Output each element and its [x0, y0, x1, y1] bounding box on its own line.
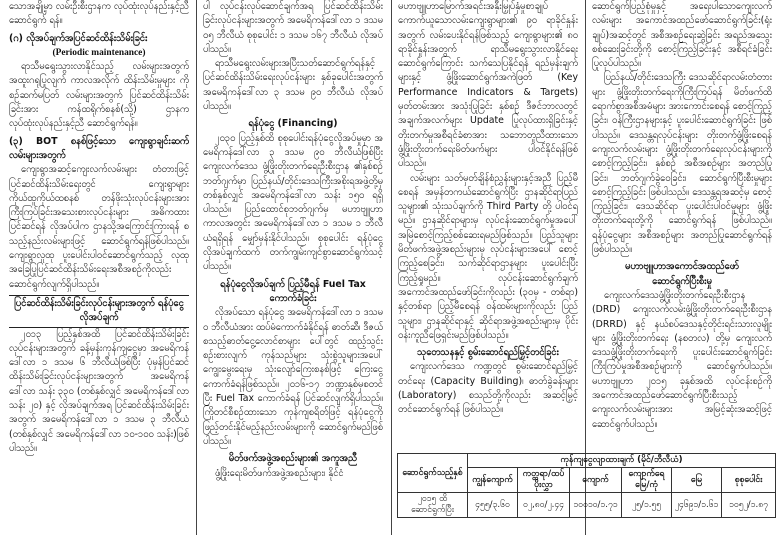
paragraph: သောအချို့မှာ လမ်းဦးစီးဌာနက လုပ်ထုံးလုပ်နည်းနှင့်ညီ ဆောင်ရွက် ရန်။ [9, 1, 189, 27]
column-divider [196, 0, 197, 535]
section-heading: ရန်ပုံငွေ (Financing) [248, 118, 338, 130]
boxed-heading: ပြင်ဆင်ထိန်းသိမ်းခြင်းလုပ်ငန်းများအတွက် ရန်ပုံငွေလိုအပ်ချက် [9, 295, 189, 328]
paragraph: မဟာဗျူဟာမြောက်အရင်းအနှီးမြှုပ်နှံမှုစာချုပ်ကောက်ယူသောလမ်းကျေးရွာများ၏ ၉၀ ရာခိုင်နှုန်းအတွက် လမ်းပေးနိုင်ရန်ဖြစ်သည့် ကျေးရွာများ၏ ၈၀ ရာခိုင်နှုန်းအတွက် ရာသီမရွေးသွားလာနိုင်ရေး ဆောင်ရွက်ကြောင်း သက်သေပြနိုင်ရန် ရည်မှန်းချက်များနှင့် ဖွံ့ဖြိုးဆောင်ရွက်အကဲဖြတ် (Key Performance Indicators & Targets) မှတ်တမ်းအား အသုံးပြုခြင်း နှစ်စဉ် ဒီဇင်ဘာလတွင် အချက်အလက်များ Update ပြုလုပ်ထားရှိခြင်းနှင့် တိုးတက်မှုအစီရင်ခံစာအား သဘောတူညီထားသော ဖွံ့ဖြိုးတိုးတက်ရေးမိတ်ဖက်များ ပါဝင်နိုင်ရန်ဖြစ်ပါသည်။ [398, 1, 578, 170]
section-heading: သုတေသနနှင့် စွမ်းဆောင်ရည်မြှင့်တင်ခြင်း [417, 347, 559, 359]
paragraph: ပြည်နယ်/တိုင်းဒေသကြီး ဒေသဆိုင်ရာလမ်းတံတားများ ဖွံ့ဖြိုးတိုးတက်ရေးကိုကြီးကြပ်ရန် မိတ်ဖက်ထိရောက်စွာအစီအမံများ အားကောင်းစေရန် စောင့်ကြည့်ခြင်း၊ ဝန်ကြီးဌာနများနှင့် ပူးပေါင်းဆောင်ရွက်ခြင်း ဖြစ်ပါသည်။ ဒေသန္တရလုပ်ငန်းများ တိုးတက်ဖွံ့ဖြိုးစေရန် ကျေးလက်လမ်းများ ဖွံ့ဖြိုးတိုးတက်ရေးလုပ်ငန်းများကို စောင့်ကြည့်ခြင်း၊ နှစ်စဉ် အစီအစဉ်များ အတည်ပြုခြင်း၊ ဘတ်ဂျက်ခွဲဝေခြင်း၊ ဆောင်ရွက်ပြီးစီးမှုများ စောင့်ကြည့်ခြင်း ဖြစ်ပါသည်။ ဒေသန္တရအဆင့်မှ စောင့်ကြည့်ခြင်း၊ ဒေသဆိုင်ရာ ပူးပေါင်းပါဝင်မှုများ ဖွံ့ဖြိုးတိုးတက်ရေးတို့ကို ဆောင်ရွက်ရန် ဖြစ်ပါသည်။ ရန်ပုံငွေများ အစီအစဉ်များ အတည်ပြုဆောင်ရွက်ရန် ဖြစ်ပါသည်။ [592, 72, 772, 256]
table-cell: ၀၂,၈၀/၂.၄၄ [518, 493, 570, 518]
section-heading: မိတ်ဖက်အဖွဲ့အစည်းများ၏ အကူအညီ [228, 453, 358, 465]
table-header-cell: ကျောက် [570, 468, 622, 493]
table-header-cell: စုစုပေါင်း [722, 468, 776, 493]
paragraph: ဖွံ့ဖြိုးရေးမိတ်ဖက်အဖွဲ့အစည်းများ၊ နိုင်ငံ [215, 467, 344, 479]
table-cell: ၂၄၆၉၁/၁.၆၁ [672, 493, 722, 518]
table-row [398, 493, 776, 518]
paragraph: ၂၀၁၃ ပြည့်နှစ်အထိ ပြင်ဆင်ထိန်းသိမ်းခြင်း လုပ်ငန်းများအတွက် ခန့်မှန်းကုန်ကျငွေမှာ အမေရိကန်ဒေါ်လာ ၁ ဒသမ ၆ ဘီလီယံဖြစ်ပြီး ပုံမှန်ပြင်ဆင်ထိန်းသိမ်းခြင်းလုပ်ငန်းများအတွက် အမေရိကန်ဒေါ်လာ သန်း ၃၃၀ (တစ်နှစ်လျှင် အမေရိကန်ဒေါ်လာ သန်း ၂၀) နှင့် လိုအပ်ချက်အရ ပြင်ဆင်ထိန်းသိမ်းခြင်းအတွက် အမေရိကန်ဒေါ်လာ ၁ ဒသမ ၃ ဘီလီယံ (တစ်နှစ်လျှင် အမေရိကန်ဒေါ်လာ ၁၀-၁၀၀ သန်း)ဖြစ်ပါသည်။ [9, 328, 189, 454]
column-1 [9, 0, 189, 535]
section-heading: (ဂ) လိုအပ်ချက်အပြင်ဆင်ထိန်းသိမ်းခြင်း [9, 32, 148, 44]
table-cell: ၄၅၅/၃.၆၀ [468, 493, 518, 518]
table-header-cell: ကျောက်ရေမြေ/ကုံ [622, 468, 672, 493]
table-header-cell: ကတ္တရာ/ထပ်ပိုးလွှာ [518, 468, 570, 493]
section-heading: ဆောင်ရွက်ပြီးစီးမှု [652, 275, 712, 287]
column-2 [203, 0, 383, 535]
paragraph: ၂၀၃၀ ပြည့်နှစ်ထိ စုစုပေါင်းရန်ပုံငွေလိုအပ်မှုမှာ အမေရိကန်ဒေါ်လာ ၃ ဒသမ ၉၀ ဘီလီယံဖြစ်ပြီး ကျေးလက်ဒေသ ဖွံ့ဖြိုးတိုးတက်ရေးဦးစီးဌာန ၏နှစ်စဉ်ဘတ်ဂျက်မှာ ပြည်နယ်/တိုင်းဒေသကြီးအစိုးရအဖွဲ့တို့မှ တစ်နှစ်လျှင် အမေရိကန်ဒေါ်လာ သန်း ၁၅၀ ရရှိပါသည်။ ပြည်ထောင်စုဘတ်ဂျက်မှ မဟာဗျူဟာကာလအတွင်း အမေရိကန်ဒေါ်လာ ၁ ဒသမ ၁ ဘီလီယံရရှိရန် မျှော်မှန်းနိုင်ပါသည်။ စုစုပေါင်း ရန်ပုံငွေလိုအပ်ချက်ထက် တက်ကျွမ်းကျင်စွာဆောင်ရွက်သင့်ပါသည်။ [203, 132, 383, 273]
paragraph: လမ်းများ သတ်မှတ်ချိန်စံညွှန်းများနှင့်အညီ ပြည့်မီစေရန် အမှန်တကယ်ဆောင်ရွက်ပြီး ဌာနဆိုင်ရာပြည်သူများ၏ သုံးသပ်ချက်ကို Third Party တို့ ပါဝင်ရမည်။ ဌာနဆိုင်ရာများမှ လုပ်ငန်းဆောင်ရွက်မှုအပေါ် အမြဲစောင့်ကြည့်စစ်ဆေးရမည်ဖြစ်သည်။ ပြည်သူများ မိတ်ဖက်အဖွဲ့အစည်းများမှ လုပ်ငန်းများအပေါ် စောင့်ကြည့်စေခြင်း၊ သက်ဆိုင်ရာဌာနများ ပူးပေါင်းပြီးကြည့်ရှုမည်။ လုပ်ငန်းဆောင်ရွက်ချက်အကောင်အထည်ဖော်ခြင်းကိုလည်း (၃၀မှ - တစ်ရာ) နှင့်တစ်ရာ ပြည့်မီစေရန် ဝန်ထမ်းများကိုလည်း ပြည်သူများ၊ ဌာနဆိုင်ရာနှင့် ဆိုင်ရာအဖွဲ့အစည်းများမှ ပိုင်းဝန်းကူညီဖြေရှင်းမည်ဖြစ်ပါသည်။ [398, 172, 578, 341]
paragraph: ရာသီမရွေးလမ်းများအပြီးသတ်ဆောင်ရွက်ရန်နှင့် ပြင်ဆင်ထိန်းသိမ်းရေးလုပ်ငန်းများ နှစ်ခုပေါင်းအတွက် အမေရိကန်ဒေါ်လာ ၃ ဒသမ ၉၀ ဘီလီယံ လိုအပ်ပါသည်။ [203, 58, 383, 113]
table-header-cell: ကျွန်ကျောက် [468, 468, 518, 493]
section-heading: မဟာဗျူဟာအကောင်အထည်ဖော် [625, 261, 739, 273]
table-cell: ၂၅/၁.၅၅ [622, 493, 672, 518]
paragraph: ပါ လုပ်ငန်းလုပ်ဆောင်ချက်အရ ပြင်ဆင်ထိန်းသိမ်းခြင်းလုပ်ငန်းများအတွက် အမေရိကန်ဒေါ်လာ ၁ ဒသမ ၀၅ ဘီလီယံ စုစုပေါင်း ၁ ဒသမ ၁၆၇ ဘီလီယံ လိုအပ်ပါသည်။ [203, 1, 383, 55]
table-header-cell: ဆောင်ရွက်သည့်နှစ် [398, 454, 468, 493]
column-4 [592, 0, 772, 450]
paragraph: ကျေးရွာအဆင့်ကျေးလက်လမ်းများ တံတားဖြင့်ပြင်ဆင်ထိန်းသိမ်းရေးတွင် ကျေးရွာများ ကိုယ်ထူကိုယ်ထစနစ် တန်ဖိုးသုံးလုပ်ငန်းများအား ကြီးကြပ်ခြင်းအသေးစားလုပ်ငန်းများ အဓိကထားပြင်ဆင်ရန် လိုအပ်ပါက ဌာနသို့အကြောင်းကြားရန် စသည့်နည်းလမ်းများဖြင့် ဆောင်ရွက်ရန်ဖြစ်ပါသည်။ ကျေးရွာလူထု ပူးပေါင်းပါဝင်ဆောင်ရွက်သည့် လုထုအခြေပြုပြင်ဆင်ထိန်းသိမ်းရေးအစီအစဉ်ကိုလည်း ဆောင်ရွက်လျက်ရှိပါသည်။ [9, 164, 189, 290]
table-row-label: ၂၀၁၅ ထိ ဆောင်ရွက်ပြီး [398, 493, 468, 518]
cost-table [397, 453, 776, 518]
paragraph: ကျေးလက်ဒေသ ကဏ္ဍတွင် စွမ်းဆောင်ရည်မြှင့်တင်ရေး (Capacity Building)၊ ဓာတ်ခွဲခန်းများ (Laboratory) စသည်တို့ကိုလည်း အဆင့်မြှင့်တင်ဆောင်ရွက်ရန် ဖြစ်ပါသည်။ [398, 361, 578, 416]
section-heading: (၃) BOT စနစ်ဖြင့်သော ကျေးရွာချင်းဆက် လမ်းများအတွက် [9, 135, 189, 161]
table-cell: ၁၀၀၁၀/၁.၇၁ [570, 493, 622, 518]
section-heading: ရန်ပုံငွေလိုအပ်ချက် ပြည့်မီရန် Fuel Tax ကောက်ခံခြင်း [220, 278, 366, 304]
paragraph: ဆောင်ရွက်ပြည့်စုံမှုနှင့် အရေးပါသောကျေးလက်လမ်းများ အကောင်အထည်ဖော်ဆောင်ရွက်ခြင်း(ရုံးချုပ်)အဆင့်တွင် အစီအစဉ်ရေးဆွဲခြင်း အရည်အသွေးစစ်ဆေးခြင်းတို့ကို စောင့်ကြည့်ခြင်းနှင့် အစီရင်ခံခြင်းပြုလုပ်ပါသည်။ [592, 1, 772, 70]
paragraph: ရာသီမရွေးသွားလာနိုင်သည့် လမ်းများအတွက် အထူးဂရုပြုလျက် ကာလအလိုက် ထိန်းသိမ်းမှုများ ကိုစဉ်ဆက်မပြတ် လမ်းများအတွက် ပြင်ဆင်ထိန်းသိမ်းခြင်းအား ကန်ထရိုက်စနစ်(သို့) ဌာနက လုပ်ထုံးလုပ်နည်းနှင့်ညီ ဆောင်ရွက်ရန်။ [9, 61, 189, 130]
table-header-row [398, 454, 776, 468]
column-3 [398, 0, 578, 450]
column-divider [391, 0, 392, 535]
paragraph: လိုအပ်သော ရန်ပုံငွေ အမေရိကန်ဒေါ်လာ ၁ ဒသမ ၀ ဘီလီယံအား ထပ်မံကောက်ခံနိုင်ရန် ဓာတ်ဆီ၊ ဒီဇယ်စသည့်ဓာတ်ငွေ့လောင်စာများ ပေါ်တွင် ထည့်သွင်းစဉ်းစားလျက် ကုန်သည်များ သုံးစွဲသူများအပေါ် ကျွေးမွေးရေးမှ သုံးလျော်ကြေးစနစ်ဖြင့် ကြေးငွေကောက်ခံရန်ဖြစ်သည်။ ၂၀၁၆-၁၇ ဘဏ္ဍာနှစ်မှစတင်ပြီး Fuel Tax ကောက်ခံရန် ပြင်ဆင်လျက်ရှိပါသည်။ ကြိုတင်စီစဉ်ထားသော ကုန်ကျစရိတ်ဖြင့် ရန်ပုံငွေကို ဖြည့်တင်းနိုင်မည့်နည်းလမ်းများကို ဆောင်ရွက်မည်ဖြစ်ပါသည်။ [203, 307, 383, 447]
table-header-cell: ကုန်ကျငွေလျာထားချက် (မိုင်/ဘီလီယံ) [468, 454, 776, 468]
table-header-cell: မြေ [672, 468, 722, 493]
table-cell: ၁၀၅၂/၁.၈၇ [722, 493, 776, 518]
paragraph: ကျေးလက်ဒေသဖွံ့ဖြိုးတိုးတက်ရေးဦးစီးဌာန (DRD) ကျေးလက်လမ်းဖွံ့ဖြိုးတိုးတက်ရေးဦးစီးဌာန (DRRD) နှင့် နယ်စပ်ဒေသနှင့်တိုင်းရင်းသားလူမျိုးများ ဖွံ့ဖြိုးတိုးတက်ရေး (နစတလ) တို့မှ ကျေးလက်ဒေသဖွံ့ဖြိုးတိုးတက်ရေးကို ပူးပေါင်းဆောင်ရွက်ခြင်း ကြီးကြပ်မှုအစီအစဉ်များကို ဆောင်ရွက်ပါသည်။ မဟာဗျူဟာ ၂၀၁၅ ခုနှစ်အထိ လုပ်ငန်းစဉ်ကို အကောင်အထည်ဖော်ဆောင်ရွက်ပြီးစီးသည့် ကျေးလက်လမ်းများအား အမြင့်ဆုံးအဆင့်ဖြင့်ဆောင်ရွက်ပါသည်။ [592, 289, 772, 430]
section-heading-english: (Periodic maintenance) [52, 47, 146, 58]
